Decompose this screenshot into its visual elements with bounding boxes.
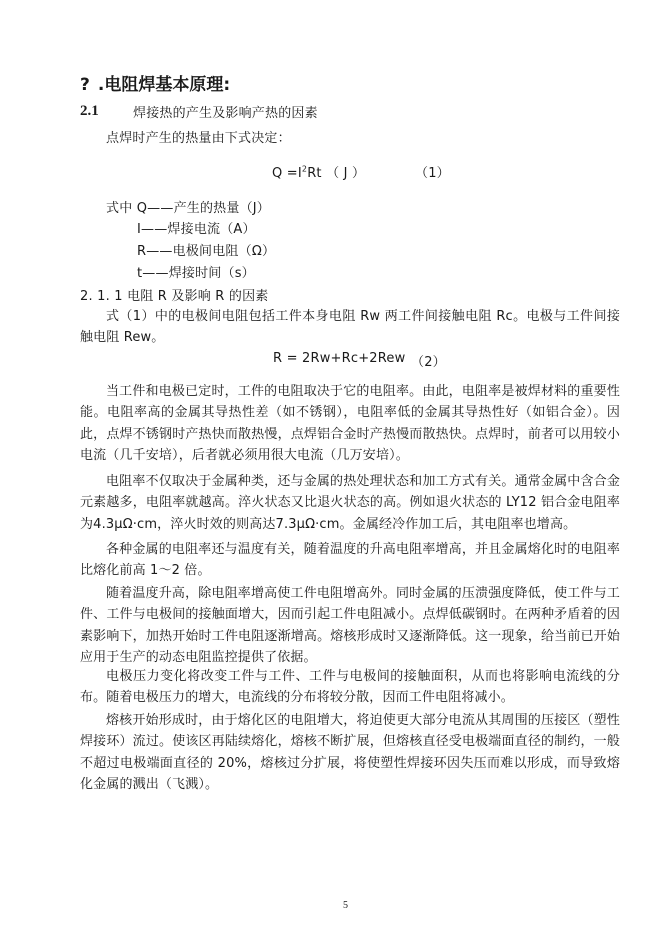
- page-number: 5: [343, 900, 348, 911]
- paragraph-5: 电极压力变化将改变工件与工件、工件与电极间的接触面积，从而也将影响电流线的分布。随着电极压力的增大，电流线的分布将较分散，因而工件电阻将减小。: [80, 669, 620, 706]
- symbol-t: t——焊接时间（s）: [137, 266, 255, 281]
- formula-2: R = 2Rw+Rc+2Rew: [273, 351, 406, 366]
- formula-1-lhs: Q =I: [272, 166, 302, 181]
- paragraph-2: 电阻率不仅取决于金属种类，还与金属的热处理状态和加工方式有关。通常金属中含合金元素越多，电阻率就越高。淬火状态又比退火状态的高。例如退火状态的 LY12 铝合金电阻率为4.3μΩ·cm，淬火时效的则高达7.3μΩ·cm。金属经冷作加工后，其电阻率也增高。: [80, 474, 620, 532]
- symbol-i: I——焊接电流（A）: [137, 222, 256, 237]
- formula-1-number: （1）: [415, 166, 450, 181]
- paragraph-6: 熔核开始形成时，由于熔化区的电阻增大，将迫使更大部分电流从其周围的压接区（塑性焊接环）流过。使该区再陆续熔化，熔核不断扩展，但熔核直径受电极端面直径的制约，一般不超过电极端面直径的 20%，熔核过分扩展，将使塑性焊接环因失压而难以形成，而导致熔化金属的溅出（飞溅）。: [80, 713, 620, 793]
- paragraph-r-intro: 式（1）中的电极间电阻包括工件本身电阻 Rw 两工件间接触电阻 Rc。电极与工件间接触电阻 Rew。: [80, 309, 620, 346]
- heading-text: .电阻焊基本原理:: [97, 75, 231, 95]
- paragraph-3: 各种金属的电阻率还与温度有关，随着温度的升高电阻率增高，并且金属熔化时的电阻率比熔化前高 1～2 倍。: [80, 542, 620, 579]
- symbol-q: 式中 Q——产生的热量（J）: [106, 201, 270, 216]
- formula-1-rhs: Rt （ J ）: [307, 166, 366, 181]
- formula-2-number: （2）: [411, 355, 446, 370]
- section-title: 焊接热的产生及影响产热的因素: [133, 106, 318, 121]
- section-2-1: [80, 100, 318, 121]
- intro-text: 点焊时产生的热量由下式决定：: [106, 131, 291, 146]
- section-number: 2.1: [80, 103, 99, 119]
- symbol-r: R——电极间电阻（Ω）: [137, 244, 276, 259]
- formula-1: [272, 162, 365, 181]
- chapter-heading: [80, 70, 230, 95]
- section-2-1-1: 2. 1. 1 电阻 R 及影响 R 的因素: [80, 289, 269, 304]
- paragraph-4: 随着温度升高，除电阻率增高使工件电阻增高外。同时金属的压溃强度降低，使工件与工件、工件与电极间的接触面增大，因而引起工件电阻减小。点焊低碳钢时。在两种矛盾着的因素影响下，加热开始时工件电阻逐渐增高。熔核形成时又逐渐降低。这一现象，给当前已开始应用于生产的动态电阻监控提供了依据。: [80, 586, 620, 666]
- formula-1-exponent: 2: [301, 164, 308, 174]
- heading-bullet: ?: [80, 75, 90, 95]
- paragraph-1: 当工件和电极已定时，工件的电阻取决于它的电阻率。由此，电阻率是被焊材料的重要性能。电阻率高的金属其导热性差（如不锈钢），电阻率低的金属其导热性好（如铝合金）。因此，点焊不锈钢时产热快而散热慢，点焊铝合金时产热慢而散热快。点焊时，前者可以用较小电流（几千安培），后者就必须用很大电流（几万安培）。: [80, 384, 620, 464]
